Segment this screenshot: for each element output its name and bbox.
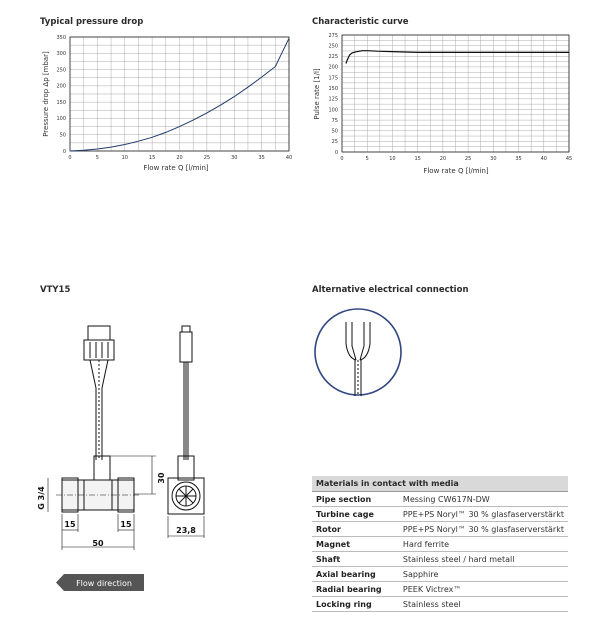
- x-tick-label: 0: [68, 155, 72, 161]
- side-view: [168, 326, 204, 514]
- x-tick-label: 20: [176, 155, 183, 161]
- materials-row: [312, 507, 568, 522]
- materials-row: [312, 552, 568, 567]
- y-tick-label: 100: [328, 107, 338, 114]
- x-tick-label: 25: [464, 156, 472, 162]
- y-tick-label: 50: [59, 132, 66, 139]
- materials-table: [312, 476, 568, 612]
- material-part: Magnet: [312, 537, 399, 552]
- material-value: Messing CW617N-DW: [399, 492, 568, 507]
- drawing-title: VTY15: [40, 285, 71, 295]
- x-tick-label: 35: [258, 155, 265, 161]
- pressure-drop-chart: [36, 30, 298, 178]
- y-ticks: [56, 35, 66, 155]
- y-tick-label: 275: [328, 32, 338, 39]
- characteristic-curve-chart: [308, 30, 578, 180]
- thread-dim: G 3/4: [37, 486, 46, 510]
- y-tick-label: 350: [56, 34, 66, 41]
- x-tick-label: 30: [490, 156, 497, 162]
- material-value: Hard ferrite: [399, 537, 568, 552]
- material-part: Pipe section: [312, 492, 399, 507]
- x-tick-label: 10: [389, 156, 396, 162]
- x-tick-label: 15: [148, 155, 156, 161]
- x-ticks: [340, 156, 572, 162]
- material-part: Locking ring: [312, 597, 399, 612]
- y-tick-label: 200: [328, 64, 338, 71]
- dim-15-right: 15: [120, 520, 132, 529]
- x-tick-label: 15: [414, 156, 421, 162]
- alt-connection-title: Alternative electrical connection: [312, 285, 469, 295]
- x-ticks: [68, 155, 292, 161]
- vty15-drawing: [36, 318, 236, 558]
- material-part: Rotor: [312, 522, 399, 537]
- characteristic-curve-title: Characteristic curve: [312, 17, 409, 27]
- y-tick-label: 250: [56, 67, 66, 74]
- front-body: [56, 456, 140, 512]
- alt-connection-diagram: [312, 304, 412, 404]
- y-tick-label: 225: [328, 54, 338, 61]
- material-part: Radial bearing: [312, 582, 399, 597]
- materials-row: [312, 537, 568, 552]
- material-part: Turbine cage: [312, 507, 399, 522]
- material-value: Sapphire: [399, 567, 568, 582]
- y-tick-label: 150: [56, 99, 66, 106]
- y-tick-label: 50: [331, 128, 338, 135]
- material-value: PPE+PS Noryl™ 30 % glasfaserverstärkt: [399, 507, 568, 522]
- materials-row: [312, 597, 568, 612]
- materials-row: [312, 492, 568, 507]
- x-tick-label: 5: [95, 155, 99, 161]
- x-tick-label: 10: [121, 155, 128, 161]
- x-tick-label: 30: [231, 155, 238, 161]
- y-tick-label: 75: [331, 117, 338, 124]
- front-connector: [84, 326, 114, 460]
- y-axis-label: Pulse rate [1/l]: [313, 68, 321, 120]
- chart-grid: [70, 37, 289, 151]
- x-tick-label: 45: [565, 156, 573, 162]
- y-tick-label: 300: [56, 51, 66, 58]
- y-axis-label: Pressure drop Δp [mbar]: [42, 51, 50, 137]
- y-tick-label: 200: [56, 83, 66, 90]
- materials-row: [312, 582, 568, 597]
- y-tick-label: 250: [328, 43, 338, 50]
- material-value: Stainless steel: [399, 597, 568, 612]
- x-tick-label: 35: [515, 156, 522, 162]
- y-tick-label: 125: [328, 96, 338, 103]
- materials-row: [312, 522, 568, 537]
- x-tick-label: 40: [285, 155, 293, 161]
- y-tick-label: 100: [56, 116, 66, 123]
- material-value: Stainless steel / hard metall: [399, 552, 568, 567]
- x-tick-label: 25: [203, 155, 211, 161]
- y-tick-label: 150: [328, 85, 338, 92]
- x-axis-label: Flow rate Q [l/min]: [423, 167, 489, 175]
- material-value: PEEK Victrex™: [399, 582, 568, 597]
- x-tick-label: 5: [365, 156, 369, 162]
- materials-header: Materials in contact with media: [312, 476, 568, 492]
- y-ticks: [328, 33, 338, 156]
- x-tick-label: 0: [340, 156, 344, 162]
- material-value: PPE+PS Noryl™ 30 % glasfaserverstärkt: [399, 522, 568, 537]
- materials-row: [312, 567, 568, 582]
- pressure-drop-title: Typical pressure drop: [40, 17, 144, 27]
- y-tick-label: 25: [331, 139, 338, 146]
- x-tick-label: 40: [540, 156, 547, 162]
- y-tick-label: 0: [62, 148, 66, 155]
- x-tick-label: 20: [439, 156, 447, 162]
- material-part: Axial bearing: [312, 567, 399, 582]
- dim-15-left: 15: [64, 520, 76, 529]
- y-tick-label: 175: [328, 75, 338, 82]
- dim-50: 50: [92, 539, 104, 548]
- y-tick-label: 0: [334, 149, 338, 156]
- material-part: Shaft: [312, 552, 399, 567]
- flow-direction-arrow: [56, 574, 144, 591]
- x-axis-label: Flow rate Q [l/min]: [143, 164, 209, 172]
- dim-30: 30: [157, 472, 166, 484]
- dim-23-8: 23,8: [176, 526, 196, 535]
- flow-direction-label: Flow direction: [76, 579, 132, 588]
